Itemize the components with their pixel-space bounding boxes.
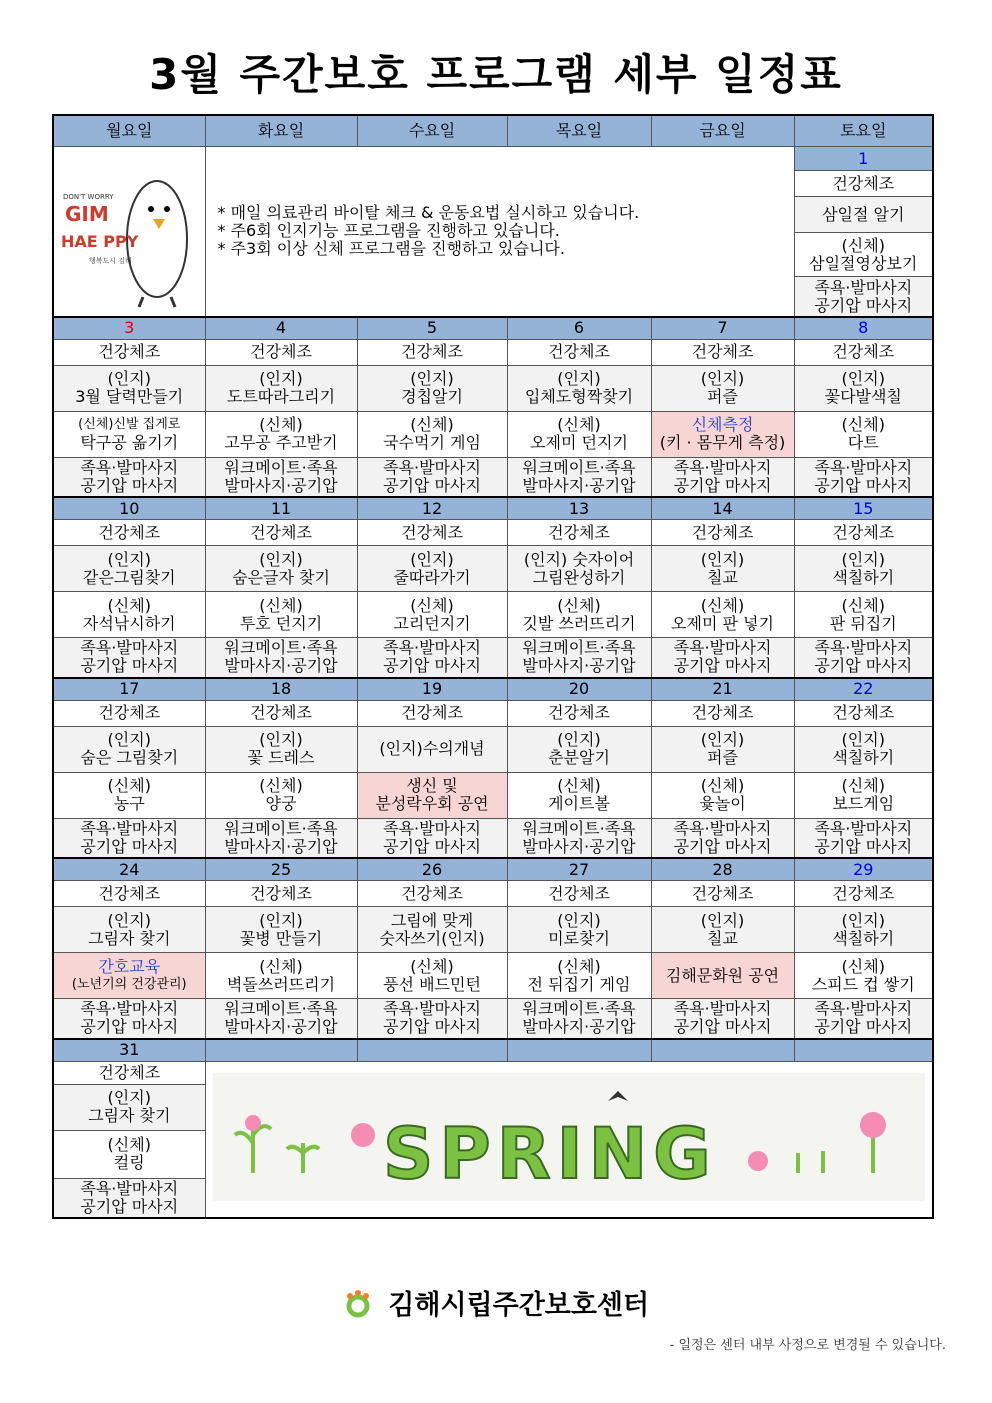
exercise-cell: 건강체조 (53, 520, 205, 546)
exercise-cell: 건강체조 (357, 881, 507, 907)
massage-cell: 족욕·발마사지 공기압 마사지 (794, 818, 933, 858)
program-cell: 삼일절 알기 (794, 197, 933, 233)
physical-cell: (신체) 고리던지기 (357, 592, 507, 638)
svg-text:DON'T WORRY: DON'T WORRY (63, 193, 114, 202)
physical-cell: (신체) 국수먹기 게임 (357, 411, 507, 457)
massage-cell: 족욕·발마사지 공기압 마사지 (357, 638, 507, 678)
exercise-cell: 건강체조 (794, 171, 933, 197)
massage-cell: 족욕·발마사지 공기압 마사지 (53, 818, 205, 858)
date-cell: 3 (53, 317, 205, 340)
cognitive-cell: (인지) 같은그림찾기 (53, 546, 205, 592)
cognitive-cell: (인지) 그림자 찾기 (53, 907, 205, 953)
physical-cell: (신체) 양궁 (205, 772, 357, 818)
exercise-cell: 건강체조 (507, 700, 651, 726)
physical-cell: (신체) 게이트볼 (507, 772, 651, 818)
cognitive-cell: (인지) 꽃 드레스 (205, 726, 357, 772)
date-cell: 31 (53, 1039, 205, 1062)
svg-text:행복도시 김해: 행복도시 김해 (89, 257, 133, 266)
day-header-fri: 금요일 (651, 115, 794, 147)
massage-cell: 족욕·발마사지 공기압 마사지 (53, 1178, 205, 1218)
exercise-cell: 건강체조 (794, 339, 933, 365)
cognitive-cell: (인지) 꽃다발색칠 (794, 365, 933, 411)
cognitive-cell: (인지) 칠교 (651, 907, 794, 953)
day-header-thu: 목요일 (507, 115, 651, 147)
physical-cell: (신체) 벽돌쓰러뜨리기 (205, 953, 357, 999)
massage-cell: 워크메이트·족욕 발마사지·공기압 (205, 818, 357, 858)
massage-cell: 족욕·발마사지 공기압 마사지 (794, 638, 933, 678)
cognitive-cell: (인지) 퍼즐 (651, 726, 794, 772)
physical-cell: (신체) 보드게임 (794, 772, 933, 818)
cognitive-cell: (인지) 줄따라가기 (357, 546, 507, 592)
svg-text:GIM: GIM (65, 202, 110, 227)
massage-cell: 워크메이트·족욕 발마사지·공기압 (507, 999, 651, 1039)
exercise-cell: 건강체조 (651, 520, 794, 546)
date-cell: 11 (205, 497, 357, 520)
exercise-cell: 건강체조 (507, 520, 651, 546)
physical-cell: (신체) 판 뒤집기 (794, 592, 933, 638)
exercise-cell: 건강체조 (205, 700, 357, 726)
cognitive-cell: (인지) 춘분알기 (507, 726, 651, 772)
notice-box (205, 147, 794, 317)
massage-cell: 족욕·발마사지 공기압 마사지 (53, 999, 205, 1039)
date-cell: 18 (205, 678, 357, 701)
physical-cell: (신체) 투호 던지기 (205, 592, 357, 638)
date-cell: 21 (651, 678, 794, 701)
physical-cell: (신체) 오제미 판 넣기 (651, 592, 794, 638)
date-cell: 20 (507, 678, 651, 701)
exercise-cell: 건강체조 (794, 881, 933, 907)
massage-cell: 족욕·발마사지 공기압 마사지 (651, 638, 794, 678)
exercise-cell: 건강체조 (357, 520, 507, 546)
physical-cell: (신체) 오제미 던지기 (507, 411, 651, 457)
date-cell: 14 (651, 497, 794, 520)
date-cell: 15 (794, 497, 933, 520)
exercise-cell: 건강체조 (53, 339, 205, 365)
date-cell: 1 (794, 147, 933, 171)
massage-cell: 워크메이트·족욕 발마사지·공기압 (205, 638, 357, 678)
exercise-cell: 건강체조 (205, 339, 357, 365)
physical-cell: 간호교육 (노년기의 건강관리) (53, 953, 205, 999)
cognitive-cell: (인지) 칠교 (651, 546, 794, 592)
massage-cell: 워크메이트·족욕 발마사지·공기압 (205, 457, 357, 497)
massage-cell: 족욕·발마사지 공기압 마사지 (53, 638, 205, 678)
cognitive-cell: (인지) 꽃병 만들기 (205, 907, 357, 953)
notice-line: * 주3회 이상 신체 프로그램을 진행하고 있습니다. (217, 239, 565, 259)
notice-line: * 주6회 인지기능 프로그램을 진행하고 있습니다. (217, 221, 560, 241)
date-cell: 5 (357, 317, 507, 340)
exercise-cell: 건강체조 (794, 700, 933, 726)
cognitive-cell: (인지) 입체도형짝찾기 (507, 365, 651, 411)
center-logo (0, 1283, 992, 1325)
massage-cell: 족욕·발마사지 공기압 마사지 (651, 999, 794, 1039)
exercise-cell: 건강체조 (794, 520, 933, 546)
program-cell: (신체) 삼일절영상보기 (794, 233, 933, 277)
exercise-cell: 건강체조 (651, 339, 794, 365)
date-cell: 25 (205, 858, 357, 881)
physical-cell: (신체) 깃발 쓰러뜨리기 (507, 592, 651, 638)
date-cell: 7 (651, 317, 794, 340)
exercise-cell: 건강체조 (357, 339, 507, 365)
exercise-cell: 건강체조 (651, 881, 794, 907)
center-name: 김해시립주간보호센터 (388, 1290, 650, 1321)
center-mark-icon (343, 1288, 373, 1325)
massage-cell: 족욕·발마사지 공기압 마사지 (651, 457, 794, 497)
cognitive-cell: 그림에 맞게 숫자쓰기(인지) (357, 907, 507, 953)
exercise-cell: 건강체조 (357, 700, 507, 726)
exercise-cell: 건강체조 (205, 881, 357, 907)
cognitive-cell: (인지) 색칠하기 (794, 726, 933, 772)
cognitive-cell: (인지)수의개념 (357, 726, 507, 772)
spring-banner (205, 1061, 933, 1218)
massage-cell: 족욕·발마사지 공기압 마사지 (357, 818, 507, 858)
massage-cell: 워크메이트·족욕 발마사지·공기압 (507, 818, 651, 858)
day-header-sat: 토요일 (794, 115, 933, 147)
page-title: 3월 주간보호 프로그램 세부 일정표 (149, 50, 843, 99)
physical-cell: (신체) 스피드 컵 쌓기 (794, 953, 933, 999)
cognitive-cell: (인지) 도트따라그리기 (205, 365, 357, 411)
physical-cell: (신체) 자석낚시하기 (53, 592, 205, 638)
date-cell: 12 (357, 497, 507, 520)
mascot-logo (53, 147, 205, 317)
physical-cell: (신체) 고무공 주고받기 (205, 411, 357, 457)
massage-cell: 워크메이트·족욕 발마사지·공기압 (507, 638, 651, 678)
cognitive-cell: (인지) 미로찾기 (507, 907, 651, 953)
physical-cell: 신체측정 (키 · 몸무게 측정) (651, 411, 794, 457)
cognitive-cell: (인지) 색칠하기 (794, 546, 933, 592)
exercise-cell: 건강체조 (53, 881, 205, 907)
physical-cell: (신체) 농구 (53, 772, 205, 818)
date-cell: 26 (357, 858, 507, 881)
massage-cell: 족욕·발마사지 공기압 마사지 (794, 999, 933, 1039)
massage-cell: 족욕·발마사지 공기압 마사지 (53, 457, 205, 497)
physical-cell: (신체) 풍선 배드민턴 (357, 953, 507, 999)
date-cell: 27 (507, 858, 651, 881)
massage-cell: 족욕·발마사지 공기압 마사지 (357, 457, 507, 497)
date-cell: 28 (651, 858, 794, 881)
svg-text:HAE PPY: HAE PPY (61, 232, 139, 252)
date-cell: 22 (794, 678, 933, 701)
cognitive-cell: (인지) 숨은 그림찾기 (53, 726, 205, 772)
physical-cell: (신체) 윷놀이 (651, 772, 794, 818)
date-cell: 6 (507, 317, 651, 340)
physical-cell: 생신 및 분성락우회 공연 (357, 772, 507, 818)
physical-cell: (신체) 다트 (794, 411, 933, 457)
physical-cell: 김해문화원 공연 (651, 953, 794, 999)
cognitive-cell: (인지) 3월 달력만들기 (53, 365, 205, 411)
exercise-cell: 건강체조 (651, 700, 794, 726)
date-cell: 19 (357, 678, 507, 701)
massage-cell: 족욕·발마사지 공기압 마사지 (357, 999, 507, 1039)
date-cell: 10 (53, 497, 205, 520)
day-header-wed: 수요일 (357, 115, 507, 147)
exercise-cell: 건강체조 (53, 700, 205, 726)
day-header-mon: 월요일 (53, 115, 205, 147)
schedule-table (52, 114, 934, 1219)
date-cell: 13 (507, 497, 651, 520)
cognitive-cell: (인지) 경칩알기 (357, 365, 507, 411)
date-cell: 4 (205, 317, 357, 340)
date-cell: 24 (53, 858, 205, 881)
cognitive-cell: (인지) 색칠하기 (794, 907, 933, 953)
exercise-cell: 건강체조 (53, 1061, 205, 1084)
cognitive-cell: (인지) 그림자 찾기 (53, 1084, 205, 1130)
massage-cell: 족욕·발마사지 공기압 마사지 (651, 818, 794, 858)
physical-cell: (신체) 전 뒤집기 게임 (507, 953, 651, 999)
physical-cell: (신체) 컬링 (53, 1130, 205, 1178)
exercise-cell: 건강체조 (507, 881, 651, 907)
physical-cell: (신체)신발 집게로 탁구공 옮기기 (53, 411, 205, 457)
disclaimer: - 일정은 센터 내부 사정으로 변경될 수 있습니다. (669, 1338, 946, 1353)
exercise-cell: 건강체조 (205, 520, 357, 546)
massage-cell: 족욕·발마사지 공기압 마사지 (794, 457, 933, 497)
day-header-tue: 화요일 (205, 115, 357, 147)
exercise-cell: 건강체조 (507, 339, 651, 365)
notice-line: * 매일 의료관리 바이탈 체크 & 운동요법 실시하고 있습니다. (217, 203, 640, 223)
date-cell: 29 (794, 858, 933, 881)
cognitive-cell: (인지) 퍼즐 (651, 365, 794, 411)
cognitive-cell: (인지) 숫자이어 그림완성하기 (507, 546, 651, 592)
date-cell: 8 (794, 317, 933, 340)
cognitive-cell: (인지) 숨은글자 찾기 (205, 546, 357, 592)
date-cell: 17 (53, 678, 205, 701)
massage-cell: 족욕·발마사지 공기압 마사지 (794, 277, 933, 317)
massage-cell: 워크메이트·족욕 발마사지·공기압 (507, 457, 651, 497)
svg-text:SPRING: SPRING (382, 1113, 717, 1196)
massage-cell: 워크메이트·족욕 발마사지·공기압 (205, 999, 357, 1039)
